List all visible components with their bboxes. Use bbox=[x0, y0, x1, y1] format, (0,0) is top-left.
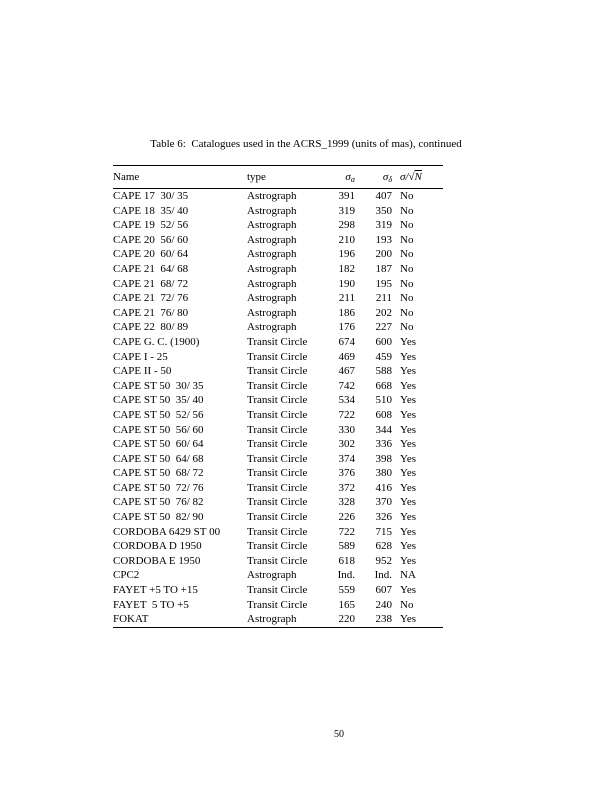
cell-name: FAYET 5 TO +5 bbox=[113, 598, 189, 611]
cell-name: CAPE ST 50 35/ 40 bbox=[113, 394, 204, 407]
cell-sn: No bbox=[400, 233, 414, 246]
cell-sd: 238 bbox=[375, 613, 392, 626]
table-row bbox=[113, 466, 443, 481]
cell-sa: 742 bbox=[338, 379, 355, 392]
table-row bbox=[113, 335, 443, 350]
cell-name: CAPE 20 56/ 60 bbox=[113, 233, 189, 246]
cell-sa: 176 bbox=[338, 321, 355, 334]
cell-sd: 326 bbox=[375, 511, 392, 524]
cell-type: Transit Circle bbox=[247, 481, 308, 494]
table-row bbox=[113, 350, 443, 365]
cell-sa: 534 bbox=[338, 394, 355, 407]
cell-sd: 459 bbox=[375, 350, 392, 363]
cell-sn: No bbox=[400, 204, 414, 217]
cell-type: Astrograph bbox=[247, 277, 297, 290]
table-row bbox=[113, 262, 443, 277]
cell-sa: 467 bbox=[338, 365, 355, 378]
header-sigma-alpha bbox=[314, 166, 355, 189]
cell-sd: 240 bbox=[375, 598, 392, 611]
cell-type: Astrograph bbox=[247, 233, 297, 246]
cell-name: CAPE 19 52/ 56 bbox=[113, 219, 189, 232]
cell-sn: Yes bbox=[400, 467, 417, 480]
table-row bbox=[113, 306, 443, 321]
table-row bbox=[113, 481, 443, 496]
cell-sn: Yes bbox=[400, 481, 417, 494]
cell-type: Astrograph bbox=[247, 190, 297, 202]
table-row bbox=[113, 583, 443, 598]
cell-type: Transit Circle bbox=[247, 408, 308, 421]
cell-sa: 319 bbox=[338, 204, 355, 217]
cell-type: Transit Circle bbox=[247, 379, 308, 392]
cell-name: CORDOBA D 1950 bbox=[113, 540, 202, 553]
cell-sa: 196 bbox=[338, 248, 355, 261]
cell-sd: 211 bbox=[375, 292, 392, 305]
header-name: Name bbox=[113, 166, 247, 189]
cell-sd: 370 bbox=[375, 496, 392, 509]
cell-name: CAPE ST 50 56/ 60 bbox=[113, 423, 204, 436]
cell-name: CAPE 21 64/ 68 bbox=[113, 262, 189, 275]
table-header bbox=[113, 166, 443, 189]
table-row bbox=[113, 437, 443, 452]
table-row bbox=[113, 423, 443, 438]
cell-sa: 298 bbox=[338, 219, 355, 232]
cell-name: FAYET +5 TO +15 bbox=[113, 584, 198, 597]
cell-name: CPC2 bbox=[113, 569, 140, 582]
cell-type: Transit Circle bbox=[247, 554, 308, 567]
cell-sn: No bbox=[400, 292, 414, 305]
cell-sa: 372 bbox=[338, 481, 355, 494]
table-row bbox=[113, 452, 443, 467]
cell-type: Transit Circle bbox=[247, 496, 308, 509]
cell-sa: 330 bbox=[338, 423, 355, 436]
cell-sd: Ind. bbox=[374, 569, 392, 582]
cell-sa: 674 bbox=[338, 335, 355, 348]
cell-sa: 220 bbox=[338, 613, 355, 626]
table-row bbox=[113, 189, 443, 204]
cell-sn: No bbox=[400, 248, 414, 261]
cell-sn: No bbox=[400, 219, 414, 232]
cell-sn: Yes bbox=[400, 584, 417, 597]
table-row bbox=[113, 525, 443, 540]
cell-type: Transit Circle bbox=[247, 335, 308, 348]
cell-sa: 618 bbox=[338, 554, 355, 567]
cell-sn: Yes bbox=[400, 350, 417, 363]
table-caption: Table 6: Catalogues used in the ACRS_1999 (units of mas), continued bbox=[150, 138, 462, 150]
cell-sa: 210 bbox=[338, 233, 355, 246]
cell-sd: 407 bbox=[375, 190, 392, 202]
cell-name: CAPE 21 68/ 72 bbox=[113, 277, 189, 290]
cell-name: CAPE I - 25 bbox=[113, 350, 168, 363]
cell-name: CAPE 22 80/ 89 bbox=[113, 321, 189, 334]
cell-sn: No bbox=[400, 598, 414, 611]
table-row bbox=[113, 554, 443, 569]
cell-sa: 328 bbox=[338, 496, 355, 509]
cell-sa: 589 bbox=[338, 540, 355, 553]
cell-type: Transit Circle bbox=[247, 438, 308, 451]
cell-sd: 952 bbox=[375, 554, 392, 567]
catalogue-table bbox=[113, 165, 443, 628]
cell-sd: 193 bbox=[375, 233, 392, 246]
cell-name: CAPE G. C. (1900) bbox=[113, 335, 200, 348]
cell-name: CORDOBA E 1950 bbox=[113, 554, 201, 567]
cell-type: Transit Circle bbox=[247, 394, 308, 407]
cell-name: CAPE ST 50 64/ 68 bbox=[113, 452, 204, 465]
cell-type: Transit Circle bbox=[247, 540, 308, 553]
cell-sn: No bbox=[400, 277, 414, 290]
sigma-symbol: σ bbox=[345, 170, 351, 183]
cell-sd: 195 bbox=[375, 277, 392, 290]
cell-type: Astrograph bbox=[247, 569, 297, 582]
cell-sa: 165 bbox=[338, 598, 355, 611]
cell-name: CAPE 21 76/ 80 bbox=[113, 306, 189, 319]
table-row bbox=[113, 379, 443, 394]
cell-name: CAPE ST 50 52/ 56 bbox=[113, 408, 204, 421]
header-row bbox=[113, 166, 443, 189]
cell-sa: Ind. bbox=[337, 569, 355, 582]
cell-sn: Yes bbox=[400, 554, 417, 567]
cell-sa: 374 bbox=[338, 452, 355, 465]
cell-name: CAPE ST 50 30/ 35 bbox=[113, 379, 204, 392]
header-type: type bbox=[247, 166, 314, 189]
cell-sd: 336 bbox=[375, 438, 392, 451]
cell-sd: 588 bbox=[375, 365, 392, 378]
cell-type: Transit Circle bbox=[247, 452, 308, 465]
cell-sd: 187 bbox=[375, 262, 392, 275]
cell-sa: 722 bbox=[338, 408, 355, 421]
alpha-subscript: α bbox=[350, 174, 355, 184]
cell-sd: 416 bbox=[375, 481, 392, 494]
cell-type: Transit Circle bbox=[247, 467, 308, 480]
table-row bbox=[113, 568, 443, 583]
cell-sa: 211 bbox=[338, 292, 355, 305]
cell-sa: 376 bbox=[338, 467, 355, 480]
cell-sa: 182 bbox=[338, 262, 355, 275]
cell-sa: 302 bbox=[338, 438, 355, 451]
cell-sn: Yes bbox=[400, 423, 417, 436]
cell-sn: Yes bbox=[400, 525, 417, 538]
cell-name: CAPE ST 50 60/ 64 bbox=[113, 438, 204, 451]
delta-subscript: δ bbox=[388, 174, 392, 184]
header-sigma-delta bbox=[355, 166, 392, 189]
cell-sn: Yes bbox=[400, 408, 417, 421]
cell-sd: 350 bbox=[375, 204, 392, 217]
cell-name: CAPE 20 60/ 64 bbox=[113, 248, 189, 261]
cell-type: Astrograph bbox=[247, 204, 297, 217]
cell-sd: 628 bbox=[375, 540, 392, 553]
table-row bbox=[113, 408, 443, 423]
cell-sa: 226 bbox=[338, 511, 355, 524]
cell-sa: 186 bbox=[338, 306, 355, 319]
sigma-symbol: σ bbox=[382, 170, 389, 183]
cell-type: Transit Circle bbox=[247, 598, 308, 611]
cell-sn: Yes bbox=[400, 613, 417, 626]
cell-sd: 200 bbox=[375, 248, 392, 261]
cell-sn: No bbox=[400, 190, 414, 202]
table-row bbox=[113, 612, 443, 627]
table-row bbox=[113, 598, 443, 613]
page-number: 50 bbox=[334, 729, 344, 740]
cell-sa: 391 bbox=[338, 190, 355, 202]
cell-sn: No bbox=[400, 321, 414, 334]
cell-type: Astrograph bbox=[247, 613, 297, 626]
cell-name: CAPE 17 30/ 35 bbox=[113, 190, 189, 202]
cell-sd: 380 bbox=[375, 467, 392, 480]
cell-sa: 559 bbox=[338, 584, 355, 597]
cell-sd: 398 bbox=[375, 452, 392, 465]
cell-type: Astrograph bbox=[247, 292, 297, 305]
cell-name: CAPE ST 50 76/ 82 bbox=[113, 496, 204, 509]
table-row bbox=[113, 393, 443, 408]
table-body bbox=[113, 189, 443, 628]
cell-type: Astrograph bbox=[247, 306, 297, 319]
table-row bbox=[113, 218, 443, 233]
cell-sd: 715 bbox=[375, 525, 392, 538]
cell-type: Transit Circle bbox=[247, 365, 308, 378]
cell-sn: No bbox=[400, 262, 414, 275]
cell-sn: Yes bbox=[400, 496, 417, 509]
cell-type: Astrograph bbox=[247, 262, 297, 275]
cell-type: Astrograph bbox=[247, 248, 297, 261]
cell-sd: 668 bbox=[375, 379, 392, 392]
table-row bbox=[113, 277, 443, 292]
sigma-slash-symbol: σ/ bbox=[400, 171, 409, 183]
cell-type: Transit Circle bbox=[247, 350, 308, 363]
cell-sn: Yes bbox=[400, 438, 417, 451]
table-row bbox=[113, 539, 443, 554]
cell-sn: Yes bbox=[400, 365, 417, 378]
cell-sn: NA bbox=[400, 569, 416, 582]
cell-name: CORDOBA 6429 ST 00 bbox=[113, 525, 221, 538]
cell-sn: Yes bbox=[400, 511, 417, 524]
table-row bbox=[113, 495, 443, 510]
cell-sn: Yes bbox=[400, 540, 417, 553]
cell-type: Transit Circle bbox=[247, 511, 308, 524]
cell-name: FOKAT bbox=[113, 613, 149, 626]
cell-name: CAPE 21 72/ 76 bbox=[113, 292, 189, 305]
cell-sn: Yes bbox=[400, 379, 417, 392]
cell-type: Transit Circle bbox=[247, 584, 308, 597]
radicand-n: N bbox=[414, 171, 422, 183]
cell-type: Astrograph bbox=[247, 219, 297, 232]
cell-sd: 510 bbox=[375, 394, 392, 407]
cell-sd: 319 bbox=[375, 219, 392, 232]
cell-sd: 600 bbox=[375, 335, 392, 348]
cell-sd: 608 bbox=[375, 408, 392, 421]
cell-sd: 607 bbox=[375, 584, 392, 597]
cell-sd: 344 bbox=[375, 423, 392, 436]
table-row bbox=[113, 320, 443, 335]
cell-sd: 202 bbox=[375, 306, 392, 319]
cell-sa: 722 bbox=[338, 525, 355, 538]
table-row bbox=[113, 291, 443, 306]
table-row bbox=[113, 364, 443, 379]
cell-sa: 469 bbox=[338, 350, 355, 363]
table-row bbox=[113, 510, 443, 525]
cell-type: Astrograph bbox=[247, 321, 297, 334]
cell-type: Transit Circle bbox=[247, 525, 308, 538]
cell-name: CAPE II - 50 bbox=[113, 365, 172, 378]
cell-name: CAPE ST 50 82/ 90 bbox=[113, 511, 204, 524]
radical-sign: √ bbox=[408, 171, 415, 183]
cell-name: CAPE ST 50 72/ 76 bbox=[113, 481, 204, 494]
cell-sn: Yes bbox=[400, 335, 417, 348]
cell-sd: 227 bbox=[375, 321, 392, 334]
cell-sa: 190 bbox=[338, 277, 355, 290]
cell-sn: Yes bbox=[400, 394, 417, 407]
table-row bbox=[113, 247, 443, 262]
cell-name: CAPE 18 35/ 40 bbox=[113, 204, 189, 217]
cell-sn: Yes bbox=[400, 452, 417, 465]
cell-type: Transit Circle bbox=[247, 423, 308, 436]
table-row bbox=[113, 204, 443, 219]
table-row bbox=[113, 233, 443, 248]
header-sigma-over-sqrt-n bbox=[392, 166, 443, 189]
cell-sn: No bbox=[400, 306, 414, 319]
cell-name: CAPE ST 50 68/ 72 bbox=[113, 467, 204, 480]
